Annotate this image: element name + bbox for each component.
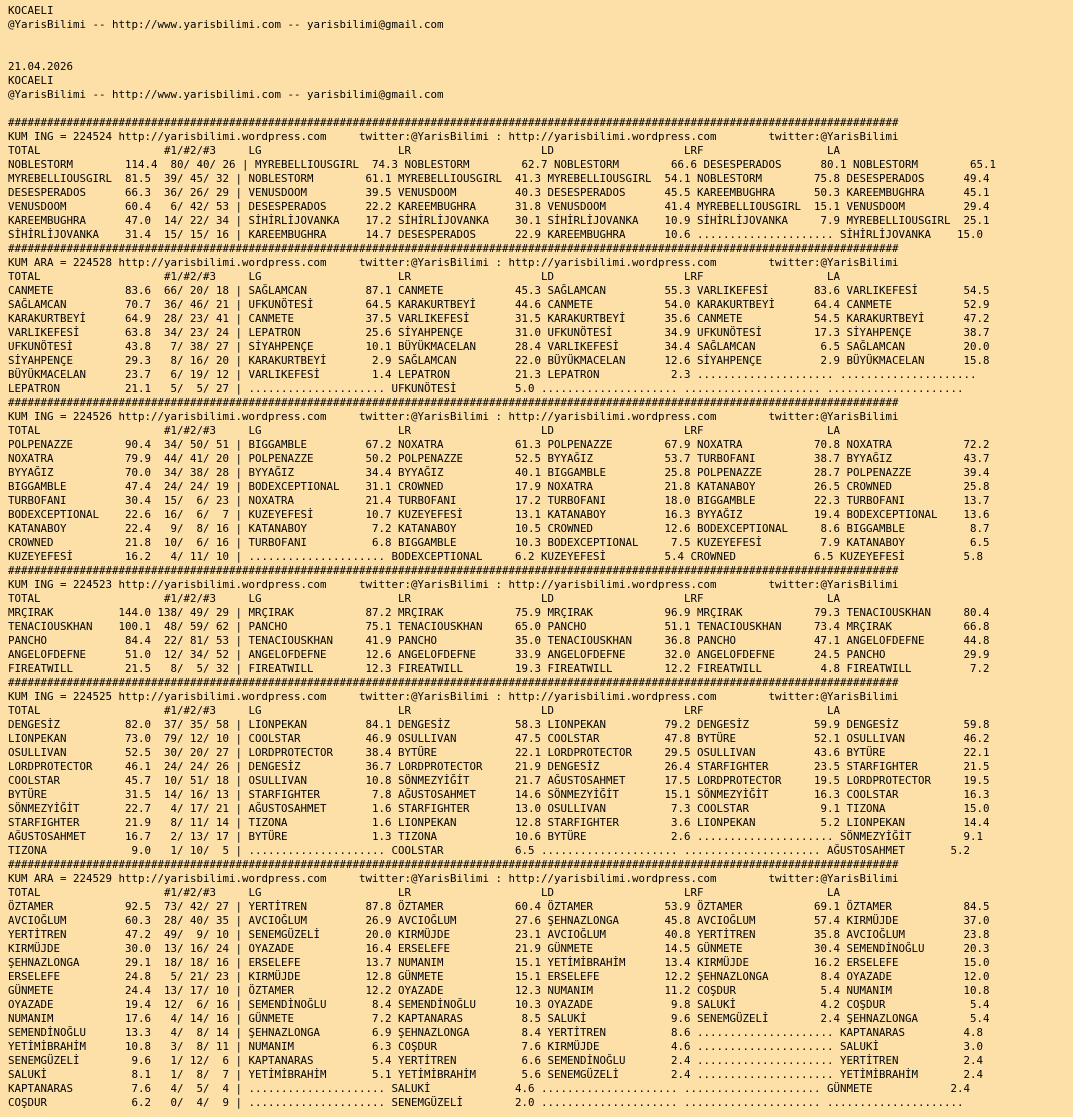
text-line: KOCAELI (8, 4, 54, 17)
horse-row: KARAKURTBEYİ 64.9 28/ 23/ 41 | CANMETE 37.5 VARLIKEFESİ 31.5 KARAKURTBEYİ 35.6 CANMETE 54.5 KARAKURTBEYİ 47.2 (8, 312, 990, 325)
horse-row: SEMENDİNOĞLU 13.3 4/ 8/ 14 | ŞEHNAZLONGA 6.9 ŞEHNAZLONGA 8.4 YERTİTREN 8.6 ..................... KAPTANARAS 4.8 (8, 1026, 984, 1039)
column-header-row: TOTAL #1/#2/#3 LG LR LD LRF LA (8, 270, 841, 283)
column-header-row: TOTAL #1/#2/#3 LG LR LD LRF LA (8, 886, 841, 899)
horse-row: SİHİRLİJOVANKA 31.4 15/ 15/ 16 | KAREEMBUGHRA 14.7 DESESPERADOS 22.9 KAREEMBUGHRA 10.6 ..................... SİHİRLİJOVANKA 15.0 (8, 228, 984, 241)
horse-row: ERSELEFE 24.8 5/ 21/ 23 | KIRMÜJDE 12.8 GÜNMETE 15.1 ERSELEFE 12.2 ŞEHNAZLONGA 8.4 OYAZADE 12.0 (8, 970, 990, 983)
horse-row: SAĞLAMCAN 70.7 36/ 46/ 21 | UFKUNÖTESİ 64.5 KARAKURTBEYİ 44.6 CANMETE 54.0 KARAKURTBEYİ 64.4 CANMETE 52.9 (8, 298, 990, 311)
horse-row: KIRMÜJDE 30.0 13/ 16/ 24 | OYAZADE 16.4 ERSELEFE 21.9 GÜNMETE 14.5 GÜNMETE 30.4 SEMENDİNOĞLU 20.3 (8, 942, 990, 955)
horse-row: KATANABOY 22.4 9/ 8/ 16 | KATANABOY 7.2 KATANABOY 10.5 CROWNED 12.6 BODEXCEPTIONAL 8.6 BIGGAMBLE 8.7 (8, 522, 990, 535)
race-header: KUM ING = 224525 http://yarisbilimi.wordpress.com twitter:@YarisBilimi : http://yarisbilimi.wordpress.com twitter:@YarisBilimi (8, 690, 899, 703)
horse-row: BYYAĞIZ 70.0 34/ 38/ 28 | BYYAĞIZ 34.4 BYYAĞIZ 40.1 BIGGAMBLE 25.8 POLPENAZZE 28.7 POLPENAZZE 39.4 (8, 466, 990, 479)
horse-row: POLPENAZZE 90.4 34/ 50/ 51 | BIGGAMBLE 67.2 NOXATRA 61.3 POLPENAZZE 67.9 NOXATRA 70.8 NOXATRA 72.2 (8, 438, 990, 451)
horse-row: AVCIOĞLUM 60.3 28/ 40/ 35 | AVCIOĞLUM 26.9 AVCIOĞLUM 27.6 ŞEHNAZLONGA 45.8 AVCIOĞLUM 57.4 KIRMÜJDE 37.0 (8, 914, 990, 927)
horse-row: BODEXCEPTIONAL 22.6 16/ 6/ 7 | KUZEYEFESİ 10.7 KUZEYEFESİ 13.1 KATANABOY 16.3 BYYAĞIZ 19.4 BODEXCEPTIONAL 13.6 (8, 508, 990, 521)
blank-line (8, 32, 1073, 46)
horse-row: MYREBELLIOUSGIRL 81.5 39/ 45/ 32 | NOBLESTORM 61.1 MYREBELLIOUSGIRL 41.3 MYREBELLIOUSGIRL 54.1 NOBLESTORM 75.8 DESESPERADOS 49.4 (8, 172, 990, 185)
horse-row: MRÇIRAK 144.0 138/ 49/ 29 | MRÇIRAK 87.2 MRÇIRAK 75.9 MRÇIRAK 96.9 MRÇIRAK 79.3 TENACIOUSKHAN 80.4 (8, 606, 990, 619)
section-separator: ######################################################################################################################################### (8, 676, 899, 689)
horse-row: OYAZADE 19.4 12/ 6/ 16 | SEMENDİNOĞLU 8.4 SEMENDİNOĞLU 10.3 OYAZADE 9.8 SALUKİ 4.2 COŞDUR 5.4 (8, 998, 990, 1011)
horse-row: OSULLIVAN 52.5 30/ 20/ 27 | LORDPROTECTOR 38.4 BYTÜRE 22.1 LORDPROTECTOR 29.5 OSULLIVAN 43.6 BYTÜRE 22.1 (8, 746, 990, 759)
section-separator: ######################################################################################################################################### (8, 116, 899, 129)
horse-row: NOXATRA 79.9 44/ 41/ 20 | POLPENAZZE 50.2 POLPENAZZE 52.5 BYYAĞIZ 53.7 TURBOFANI 38.7 BYYAĞIZ 43.7 (8, 452, 990, 465)
horse-row: COOLSTAR 45.7 10/ 51/ 18 | OSULLIVAN 10.8 SÖNMEZYİĞİT 21.7 AĞUSTOSAHMET 17.5 LORDPROTECTOR 19.5 LORDPROTECTOR 19.5 (8, 774, 990, 787)
horse-row: KUZEYEFESİ 16.2 4/ 11/ 10 | ..................... BODEXCEPTIONAL 6.2 KUZEYEFESİ 5.4 CROWNED 6.5 KUZEYEFESİ 5.8 (8, 550, 984, 563)
horse-row: ŞEHNAZLONGA 29.1 18/ 18/ 16 | ERSELEFE 13.7 NUMANIM 15.1 YETİMİBRAHİM 13.4 KIRMÜJDE 16.2 ERSELEFE 15.0 (8, 956, 990, 969)
text-line: @YarisBilimi -- http://www.yarisbilimi.com -- yarisbilimi@gmail.com (8, 18, 444, 31)
horse-row: VENUSDOOM 60.4 6/ 42/ 53 | DESESPERADOS 22.2 KAREEMBUGHRA 31.8 VENUSDOOM 41.4 MYREBELLIOUSGIRL 15.1 VENUSDOOM 29.4 (8, 200, 990, 213)
horse-row: FIREATWILL 21.5 8/ 5/ 32 | FIREATWILL 12.3 FIREATWILL 19.3 FIREATWILL 12.2 FIREATWILL 4.8 FIREATWILL 7.2 (8, 662, 990, 675)
blank-line (8, 46, 1073, 60)
horse-row: GÜNMETE 24.4 13/ 17/ 10 | ÖZTAMER 12.2 OYAZADE 12.3 NUMANIM 11.2 COŞDUR 5.4 NUMANIM 10.8 (8, 984, 990, 997)
race-header: KUM ARA = 224529 http://yarisbilimi.wordpress.com twitter:@YarisBilimi : http://yarisbilimi.wordpress.com twitter:@YarisBilimi (8, 872, 899, 885)
horse-row: KAPTANARAS 7.6 4/ 5/ 4 | ..................... SALUKİ 4.6 ..................... ..................... GÜNMETE 2.4 (8, 1082, 971, 1095)
text-line: 21.04.2026 (8, 60, 74, 73)
horse-row: DENGESİZ 82.0 37/ 35/ 58 | LIONPEKAN 84.1 DENGESİZ 58.3 LIONPEKAN 79.2 DENGESİZ 59.9 DENGESİZ 59.8 (8, 718, 990, 731)
horse-row: SALUKİ 8.1 1/ 8/ 7 | YETİMİBRAHİM 5.1 YETİMİBRAHİM 5.6 SENEMGÜZELİ 2.4 ..................... YETİMİBRAHİM 2.4 (8, 1068, 984, 1081)
horse-row: TIZONA 9.0 1/ 10/ 5 | ..................... COOLSTAR 6.5 ..................... ..................... AĞUSTOSAHMET 5.2 (8, 844, 971, 857)
horse-row: YERTİTREN 47.2 49/ 9/ 10 | SENEMGÜZELİ 20.0 KIRMÜJDE 23.1 AVCIOĞLUM 40.8 YERTİTREN 35.8 AVCIOĞLUM 23.8 (8, 928, 990, 941)
column-header-row: TOTAL #1/#2/#3 LG LR LD LRF LA (8, 144, 841, 157)
horse-row: ÖZTAMER 92.5 73/ 42/ 27 | YERTİTREN 87.8 ÖZTAMER 60.4 ÖZTAMER 53.9 ÖZTAMER 69.1 ÖZTAMER 84.5 (8, 900, 990, 913)
horse-row: DESESPERADOS 66.3 36/ 26/ 29 | VENUSDOOM 39.5 VENUSDOOM 40.3 DESESPERADOS 45.5 KAREEMBUGHRA 50.3 KAREEMBUGHRA 45.1 (8, 186, 990, 199)
blank-line (8, 102, 1073, 116)
horse-row: LEPATRON 21.1 5/ 5/ 27 | ..................... UFKUNÖTESİ 5.0 ..................... ..................... ..................... (8, 382, 964, 395)
race-header: KUM ARA = 224528 http://yarisbilimi.wordpress.com twitter:@YarisBilimi : http://yarisbilimi.wordpress.com twitter:@YarisBilimi (8, 256, 899, 269)
horse-row: SENEMGÜZELİ 9.6 1/ 12/ 6 | KAPTANARAS 5.4 YERTİTREN 6.6 SEMENDİNOĞLU 2.4 ..................... YERTİTREN 2.4 (8, 1054, 984, 1067)
horse-row: CANMETE 83.6 66/ 20/ 18 | SAĞLAMCAN 87.1 CANMETE 45.3 SAĞLAMCAN 55.3 VARLIKEFESİ 83.6 VARLIKEFESİ 54.5 (8, 284, 990, 297)
horse-row: NOBLESTORM 114.4 80/ 40/ 26 | MYREBELLIOUSGIRL 74.3 NOBLESTORM 62.7 NOBLESTORM 66.6 DESESPERADOS 80.1 NOBLESTORM 65.1 (8, 158, 997, 171)
horse-row: UFKUNÖTESİ 43.8 7/ 38/ 27 | SİYAHPENÇE 10.1 BÜYÜKMACELAN 28.4 VARLIKEFESİ 34.4 SAĞLAMCAN 6.5 SAĞLAMCAN 20.0 (8, 340, 990, 353)
horse-row: AĞUSTOSAHMET 16.7 2/ 13/ 17 | BYTÜRE 1.3 TIZONA 10.6 BYTÜRE 2.6 ..................... SÖNMEZYİĞİT 9.1 (8, 830, 984, 843)
horse-row: YETİMİBRAHİM 10.8 3/ 8/ 11 | NUMANIM 6.3 COŞDUR 7.6 KIRMÜJDE 4.6 ..................... SALUKİ 3.0 (8, 1040, 984, 1053)
horse-row: BÜYÜKMACELAN 23.7 6/ 19/ 12 | VARLIKEFESİ 1.4 LEPATRON 21.3 LEPATRON 2.3 ..................... ..................... (8, 368, 977, 381)
horse-row: SÖNMEZYİĞİT 22.7 4/ 17/ 21 | AĞUSTOSAHMET 1.6 STARFIGHTER 13.0 OSULLIVAN 7.3 COOLSTAR 9.1 TIZONA 15.0 (8, 802, 990, 815)
column-header-row: TOTAL #1/#2/#3 LG LR LD LRF LA (8, 592, 841, 605)
column-header-row: TOTAL #1/#2/#3 LG LR LD LRF LA (8, 424, 841, 437)
horse-row: SİYAHPENÇE 29.3 8/ 16/ 20 | KARAKURTBEYİ 2.9 SAĞLAMCAN 22.0 BÜYÜKMACELAN 12.6 SİYAHPENÇE 2.9 BÜYÜKMACELAN 15.8 (8, 354, 990, 367)
horse-row: LORDPROTECTOR 46.1 24/ 24/ 26 | DENGESİZ 36.7 LORDPROTECTOR 21.9 DENGESİZ 26.4 STARFIGHTER 23.5 STARFIGHTER 21.5 (8, 760, 990, 773)
horse-row: VARLIKEFESİ 63.8 34/ 23/ 24 | LEPATRON 25.6 SİYAHPENÇE 31.0 UFKUNÖTESİ 34.9 UFKUNÖTESİ 17.3 SİYAHPENÇE 38.7 (8, 326, 990, 339)
text-line: KOCAELI (8, 74, 54, 87)
race-header: KUM ING = 224524 http://yarisbilimi.wordpress.com twitter:@YarisBilimi : http://yarisbilimi.wordpress.com twitter:@YarisBilimi (8, 130, 899, 143)
race-header: KUM ING = 224526 http://yarisbilimi.wordpress.com twitter:@YarisBilimi : http://yarisbilimi.wordpress.com twitter:@YarisBilimi (8, 410, 899, 423)
horse-row: ANGELOFDEFNE 51.0 12/ 34/ 52 | ANGELOFDEFNE 12.6 ANGELOFDEFNE 33.9 ANGELOFDEFNE 32.0 ANGELOFDEFNE 24.5 PANCHO 29.9 (8, 648, 990, 661)
horse-row: LIONPEKAN 73.0 79/ 12/ 10 | COOLSTAR 46.9 OSULLIVAN 47.5 COOLSTAR 47.8 BYTÜRE 52.1 OSULLIVAN 46.2 (8, 732, 990, 745)
horse-row: PANCHO 84.4 22/ 81/ 53 | TENACIOUSKHAN 41.9 PANCHO 35.0 TENACIOUSKHAN 36.8 PANCHO 47.1 ANGELOFDEFNE 44.8 (8, 634, 990, 647)
horse-row: BYTÜRE 31.5 14/ 16/ 13 | STARFIGHTER 7.8 AĞUSTOSAHMET 14.6 SÖNMEZYİĞİT 15.1 SÖNMEZYİĞİT 16.3 COOLSTAR 16.3 (8, 788, 990, 801)
horse-row: COŞDUR 6.2 0/ 4/ 9 | ..................... SENEMGÜZELİ 2.0 ..................... ..................... ..................... (8, 1096, 964, 1109)
horse-row: NUMANIM 17.6 4/ 14/ 16 | GÜNMETE 7.2 KAPTANARAS 8.5 SALUKİ 9.6 SENEMGÜZELİ 2.4 ŞEHNAZLONGA 5.4 (8, 1012, 990, 1025)
section-separator: ######################################################################################################################################### (8, 242, 899, 255)
section-separator: ######################################################################################################################################### (8, 858, 899, 871)
horse-row: KAREEMBUGHRA 47.0 14/ 22/ 34 | SİHİRLİJOVANKA 17.2 SİHİRLİJOVANKA 30.1 SİHİRLİJOVANKA 10.9 SİHİRLİJOVANKA 7.9 MYREBELLIOUSGIRL 25.1 (8, 214, 990, 227)
horse-row: CROWNED 21.8 10/ 6/ 16 | TURBOFANI 6.8 BIGGAMBLE 10.3 BODEXCEPTIONAL 7.5 KUZEYEFESİ 7.9 KATANABOY 6.5 (8, 536, 990, 549)
section-separator: ######################################################################################################################################### (8, 564, 899, 577)
text-line: @YarisBilimi -- http://www.yarisbilimi.com -- yarisbilimi@gmail.com (8, 88, 444, 101)
column-header-row: TOTAL #1/#2/#3 LG LR LD LRF LA (8, 704, 841, 717)
horse-row: STARFIGHTER 21.9 8/ 11/ 14 | TIZONA 1.6 LIONPEKAN 12.8 STARFIGHTER 3.6 LIONPEKAN 5.2 LIONPEKAN 14.4 (8, 816, 990, 829)
section-separator: ######################################################################################################################################### (8, 396, 899, 409)
horse-row: TURBOFANI 30.4 15/ 6/ 23 | NOXATRA 21.4 TURBOFANI 17.2 TURBOFANI 18.0 BIGGAMBLE 22.3 TURBOFANI 13.7 (8, 494, 990, 507)
race-header: KUM ING = 224523 http://yarisbilimi.wordpress.com twitter:@YarisBilimi : http://yarisbilimi.wordpress.com twitter:@YarisBilimi (8, 578, 899, 591)
horse-row: TENACIOUSKHAN 100.1 48/ 59/ 62 | PANCHO 75.1 TENACIOUSKHAN 65.0 PANCHO 51.1 TENACIOUSKHAN 73.4 MRÇIRAK 66.8 (8, 620, 990, 633)
horse-row: BIGGAMBLE 47.4 24/ 24/ 19 | BODEXCEPTIONAL 31.1 CROWNED 17.9 NOXATRA 21.8 KATANABOY 26.5 CROWNED 25.8 (8, 480, 990, 493)
